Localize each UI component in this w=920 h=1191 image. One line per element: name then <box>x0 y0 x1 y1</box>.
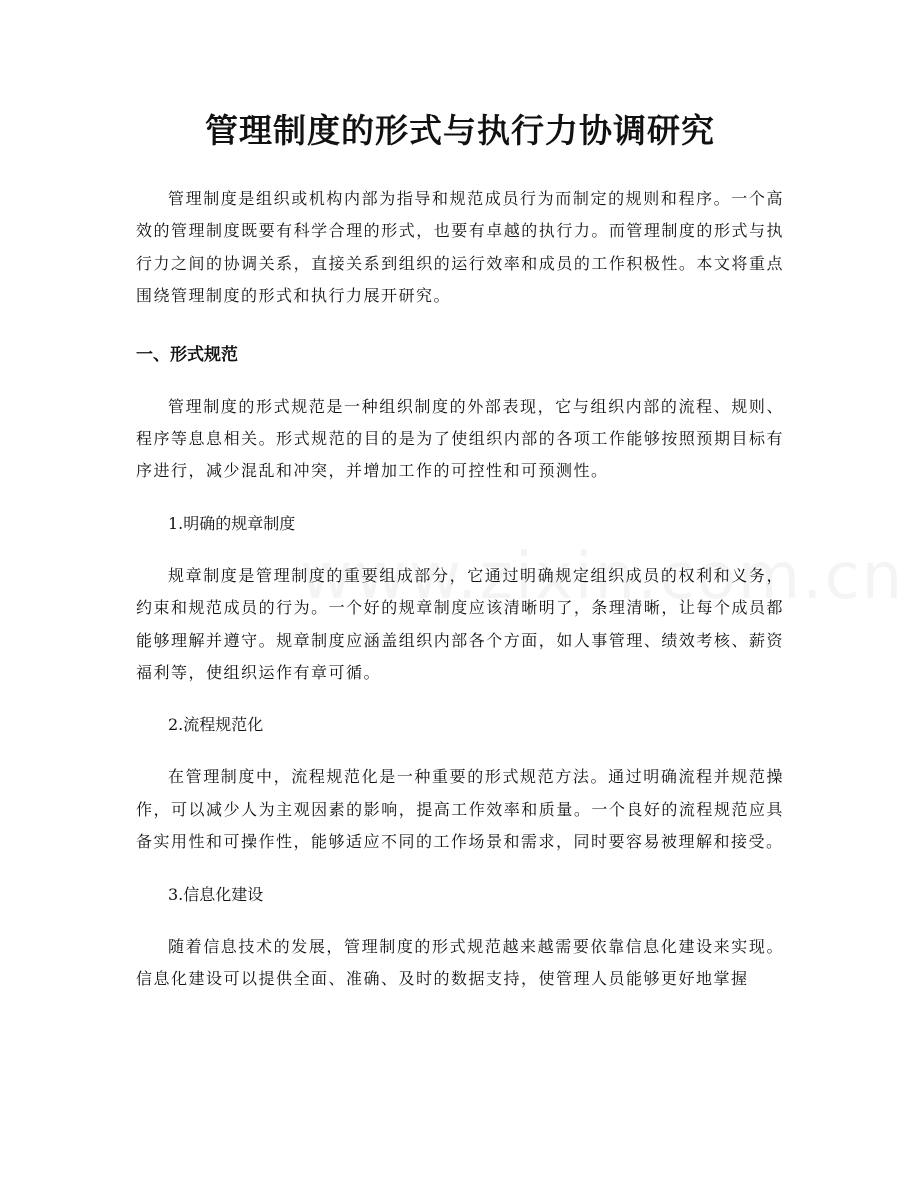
intro-paragraph: 管理制度是组织或机构内部为指导和规范成员行为而制定的规则和程序。一个高效的管理制度既要有科学合理的形式，也要有卓越的执行力。而管理制度的形式与执行力之间的协调关系，直接关系到组织的运行效率和成员的工作积极性。本文将重点围绕管理制度的形式和执行力展开研究。 <box>136 189 784 306</box>
subsection-heading: 1.明确的规章制度 <box>168 513 296 533</box>
section-heading: 一、形式规范 <box>136 344 238 365</box>
page-title: 管理制度的形式与执行力协调研究 <box>205 111 715 150</box>
subsection-heading: 2.流程规范化 <box>168 715 264 735</box>
section-intro-paragraph: 管理制度的形式规范是一种组织制度的外部表现，它与组织内部的流程、规则、程序等息息相关。形式规范的目的是为了使组织内部的各项工作能够按照预期目标有序进行，减少混乱和冲突，并增加工作的可控性和可预测性。 <box>136 396 784 481</box>
subsection-paragraph: 规章制度是管理制度的重要组成部分，它通过明确规定组织成员的权利和义务，约束和规范成员的行为。一个好的规章制度应该清晰明了，条理清晰，让每个成员都能够理解并遵守。规章制度应涵盖组织内部各个方面，如人事管理、绩效考核、薪资福利等，使组织运作有章可循。 <box>136 565 784 683</box>
subsection-heading: 3.信息化建设 <box>168 884 264 904</box>
subsection-paragraph: 在管理制度中，流程规范化是一种重要的形式规范方法。通过明确流程并规范操作，可以减少人为主观因素的影响，提高工作效率和质量。一个良好的流程规范应具备实用性和可操作性，能够适应不同的工作场景和需求，同时要容易被理解和接受。 <box>136 767 784 852</box>
document-body <box>136 183 784 996</box>
subsection-paragraph: 随着信息技术的发展，管理制度的形式规范越来越需要依靠信息化建设来实现。信息化建设可以提供全面、准确、及时的数据支持，使管理人员能够更好地掌握 <box>136 936 784 989</box>
